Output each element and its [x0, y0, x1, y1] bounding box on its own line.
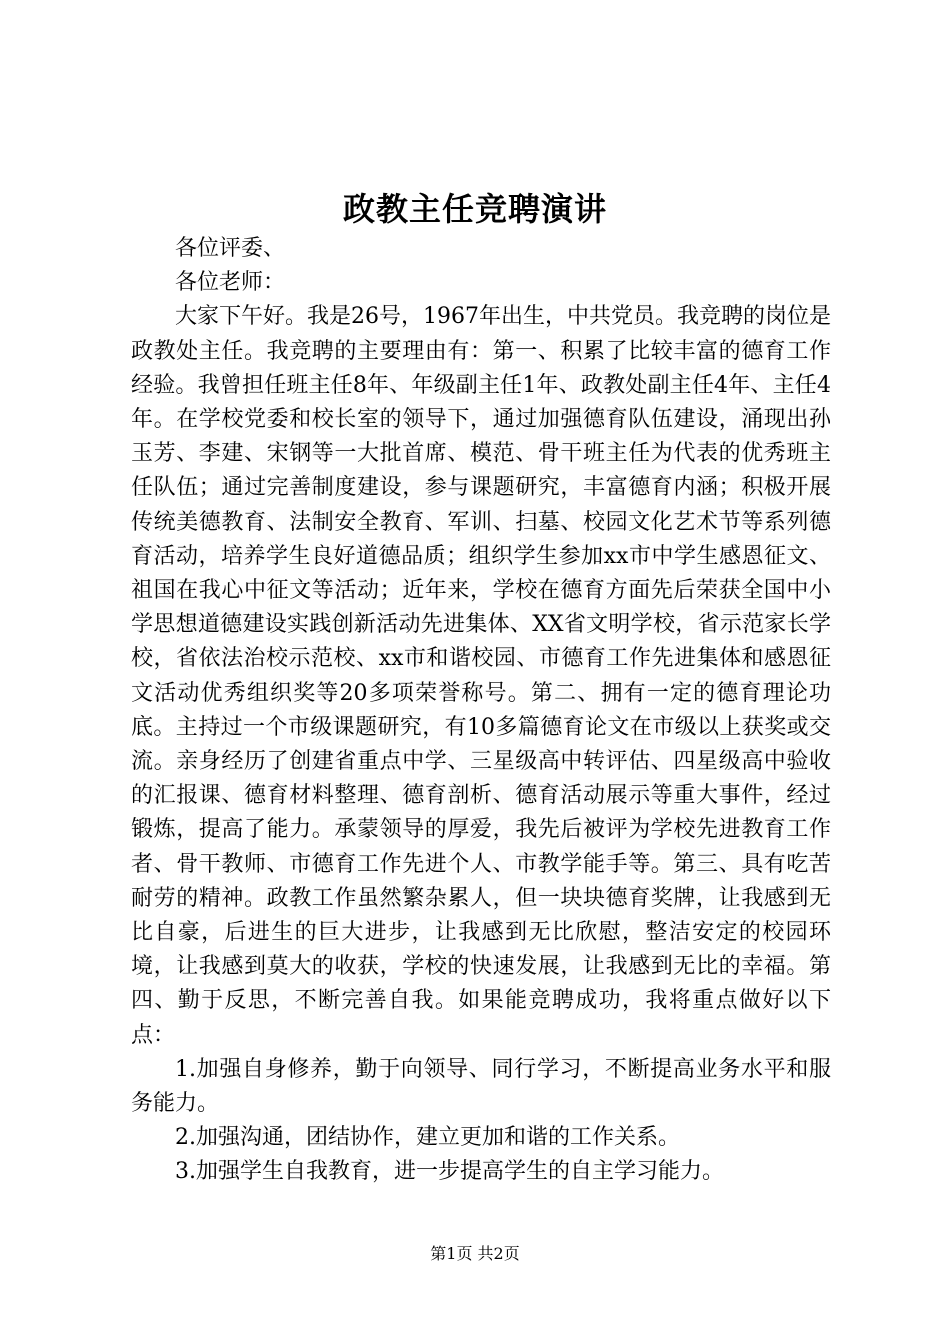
salutation-judges: 各位评委、 — [175, 236, 286, 261]
document-title: 政教主任竞聘演讲 — [342, 190, 607, 228]
list-item: 2.加强沟通，团结协作，建立更加和谐的工作关系。 — [175, 1125, 680, 1151]
list-item: 1.加强自身修养，勤于向领导、同行学习，不断提高业务水平和服务能力。 — [131, 1056, 831, 1117]
main-paragraph: 大家下午好。我是26号，1967年出生，中共党员。我竞聘的岗位是政教处主任。我竞聘的主要理由有：第一、积累了比较丰富的德育工作经验。我曾担任班主任8年、年级副主任1年、政教处副主任4年、主任4年。在学校党委和校长室的领导下，通过加强德育队伍建设，涌现出孙玉芳、李建、宋钢等一大批首席、模范、骨干班主任为代表的优秀班主任队伍；通过完善制度建设，参与课题研究，丰富德育内涵；积极开展传统美德教育、法制安全教育、军训、扫墓、校园文化艺术节等系列德育活动，培养学生良好道德品质；组织学生参加xx市中学生感恩征文、祖国在我心中征文等活动；近年来，学校在德育方面先后荣获全国中小学思想道德建设实践创新活动先进集体、XX省文明学校，省示范家长学校，省依法治校示范校、xx市和谐校园、市德育工作先进集体和感恩征文活动优秀组织奖等20多项荣誉称号。第二、拥有一定的德育理论功底。主持过一个市级课题研究，有10多篇德育论文在市级以上获奖或交流。亲身经历了创建省重点中学、三星级高中转评估、四星级高中验收的汇报课、德育材料整理、德育剖析、德育活动展示等重大事件，经过锻炼，提高了能力。承蒙领导的厚爱，我先后被评为学校先进教育工作者、骨干教师、市德育工作先进个人、市教学能手等。第三、具有吃苦耐劳的精神。政教工作虽然繁杂累人，但一块块德育奖牌，让我感到无比自豪，后进生的巨大进步，让我感到无比欣慰，整洁安定的校园环境，让我感到莫大的收获，学校的快速发展，让我感到无比的幸福。第四、勤于反思，不断完善自我。如果能竞聘成功，我将重点做好以下点： — [131, 304, 831, 1048]
document-body — [131, 232, 831, 1190]
list-item: 3.加强学生自我教育，进一步提高学生的自主学习能力。 — [175, 1159, 724, 1185]
page-footer: 第1页 共2页 — [430, 1244, 520, 1263]
salutation-teachers: 各位老师： — [175, 270, 286, 296]
